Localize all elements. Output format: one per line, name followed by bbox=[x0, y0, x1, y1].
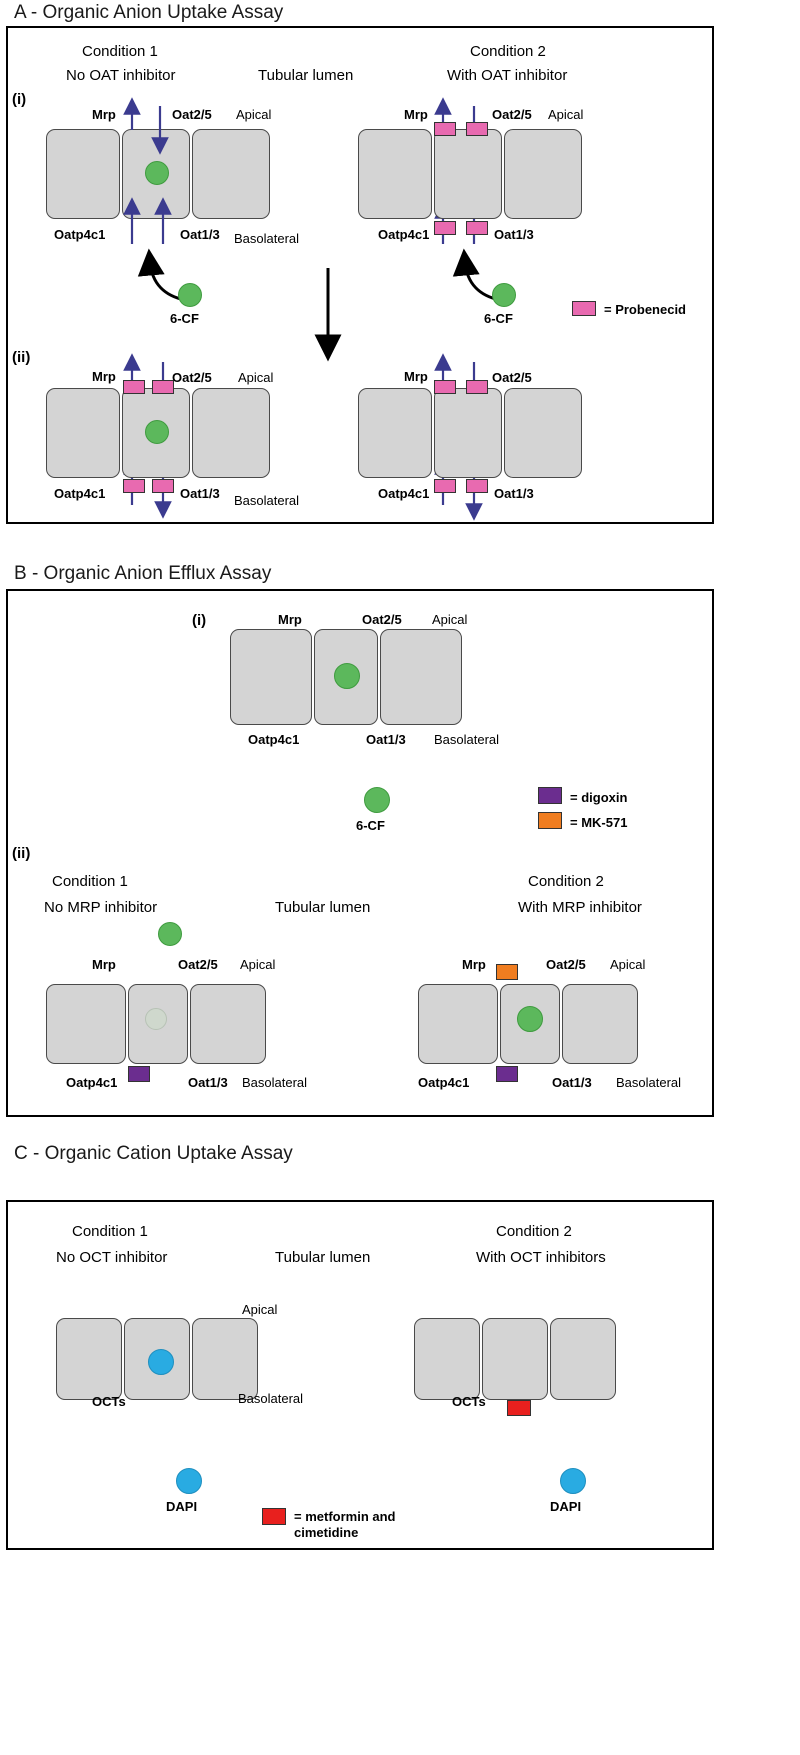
legend-swatch-digoxin bbox=[538, 787, 562, 804]
label-oatp4c1: Oatp4c1 bbox=[378, 227, 430, 242]
panel-c-condition1-sub: No OCT inhibitor bbox=[56, 1249, 168, 1266]
cell bbox=[504, 388, 582, 478]
label-oatp4c1: Oatp4c1 bbox=[54, 227, 106, 242]
cell bbox=[192, 1318, 258, 1400]
panel-a-subpanel-ii: (ii) bbox=[12, 349, 31, 366]
label-apical: Apical bbox=[242, 1302, 278, 1317]
panel-b-condition2-title: Condition 2 bbox=[528, 873, 604, 890]
label-octs: OCTs bbox=[92, 1394, 126, 1409]
dapi-molecule bbox=[560, 1468, 586, 1494]
label-apical: Apical bbox=[548, 107, 584, 122]
label-apical: Apical bbox=[610, 957, 646, 972]
panel-c-lumen-label: Tubular lumen bbox=[275, 1249, 371, 1266]
probenecid-block bbox=[123, 380, 145, 394]
label-basolateral: Basolateral bbox=[434, 732, 500, 747]
cf-molecule-faded bbox=[145, 1008, 167, 1030]
cell bbox=[46, 984, 126, 1064]
label-oat25: Oat2/5 bbox=[178, 957, 218, 972]
label-oatp4c1: Oatp4c1 bbox=[248, 732, 300, 747]
probenecid-block bbox=[123, 479, 145, 493]
label-mrp: Mrp bbox=[404, 369, 428, 384]
label-apical: Apical bbox=[240, 957, 276, 972]
cell bbox=[190, 984, 266, 1064]
cf-molecule bbox=[178, 283, 202, 307]
panel-c-condition2-sub: With OCT inhibitors bbox=[476, 1249, 606, 1266]
label-dapi: DAPI bbox=[166, 1499, 198, 1514]
label-mrp: Mrp bbox=[278, 612, 302, 627]
cell bbox=[230, 629, 312, 725]
legend-label-probenecid: = Probenecid bbox=[604, 302, 686, 317]
label-oat13: Oat1/3 bbox=[494, 227, 534, 242]
label-mrp: Mrp bbox=[92, 957, 116, 972]
probenecid-block bbox=[434, 221, 456, 235]
cell bbox=[418, 984, 498, 1064]
label-oat25: Oat2/5 bbox=[172, 370, 212, 385]
cell bbox=[414, 1318, 480, 1400]
label-cf: 6-CF bbox=[356, 818, 385, 833]
mk571-block bbox=[496, 964, 518, 980]
cell bbox=[192, 388, 270, 478]
label-oatp4c1: Oatp4c1 bbox=[54, 486, 106, 501]
cf-molecule bbox=[158, 922, 182, 946]
panel-a-condition1-title: Condition 1 bbox=[82, 43, 158, 60]
label-oat25: Oat2/5 bbox=[492, 107, 532, 122]
label-basolateral: Basolateral bbox=[238, 1391, 304, 1406]
probenecid-block bbox=[466, 221, 488, 235]
label-oatp4c1: Oatp4c1 bbox=[66, 1075, 118, 1090]
panel-a-condition2-sub: With OAT inhibitor bbox=[447, 67, 568, 84]
dapi-molecule bbox=[176, 1468, 202, 1494]
cell bbox=[434, 129, 502, 219]
panel-c-title: C - Organic Cation Uptake Assay bbox=[14, 1143, 293, 1164]
label-mrp: Mrp bbox=[404, 107, 428, 122]
label-basolateral: Basolateral bbox=[234, 493, 300, 508]
label-oat13: Oat1/3 bbox=[552, 1075, 592, 1090]
cell bbox=[46, 388, 120, 478]
probenecid-block bbox=[466, 479, 488, 493]
label-apical: Apical bbox=[432, 612, 468, 627]
panel-a-condition2-title: Condition 2 bbox=[470, 43, 546, 60]
panel-a-title: A - Organic Anion Uptake Assay bbox=[14, 2, 284, 23]
label-basolateral: Basolateral bbox=[242, 1075, 308, 1090]
cell bbox=[504, 129, 582, 219]
legend-swatch-probenecid bbox=[572, 301, 596, 316]
label-oat25: Oat2/5 bbox=[546, 957, 586, 972]
panel-c-condition2-title: Condition 2 bbox=[496, 1223, 572, 1240]
label-apical: Apical bbox=[236, 107, 272, 122]
cell bbox=[56, 1318, 122, 1400]
cell bbox=[380, 629, 462, 725]
panel-b-subpanel-i: (i) bbox=[192, 612, 207, 629]
label-oat13: Oat1/3 bbox=[366, 732, 406, 747]
label-oatp4c1: Oatp4c1 bbox=[378, 486, 430, 501]
probenecid-block bbox=[434, 122, 456, 136]
probenecid-block bbox=[152, 479, 174, 493]
label-dapi: DAPI bbox=[550, 1499, 582, 1514]
legend-label-mk571: = MK-571 bbox=[570, 815, 628, 830]
label-basolateral: Basolateral bbox=[616, 1075, 682, 1090]
panel-b-subpanel-ii: (ii) bbox=[12, 845, 31, 862]
cell bbox=[358, 129, 432, 219]
panel-b-lumen-label: Tubular lumen bbox=[275, 899, 371, 916]
label-apical: Apical bbox=[238, 370, 274, 385]
label-mrp: Mrp bbox=[92, 369, 116, 384]
digoxin-block bbox=[128, 1066, 150, 1082]
label-octs: OCTs bbox=[452, 1394, 486, 1409]
dapi-molecule bbox=[148, 1349, 174, 1375]
label-cf: 6-CF bbox=[170, 311, 199, 326]
label-oat25: Oat2/5 bbox=[362, 612, 402, 627]
cell bbox=[562, 984, 638, 1064]
cf-molecule bbox=[334, 663, 360, 689]
cell bbox=[358, 388, 432, 478]
panel-c-condition1-title: Condition 1 bbox=[72, 1223, 148, 1240]
label-basolateral: Basolateral bbox=[234, 231, 300, 246]
label-cf: 6-CF bbox=[484, 311, 513, 326]
label-oat25: Oat2/5 bbox=[172, 107, 212, 122]
metformin-block bbox=[507, 1400, 531, 1416]
legend-swatch-mk571 bbox=[538, 812, 562, 829]
legend-label-digoxin: = digoxin bbox=[570, 790, 628, 805]
probenecid-block bbox=[434, 380, 456, 394]
legend-label-metformin: = metformin and cimetidine bbox=[294, 1509, 396, 1541]
digoxin-block bbox=[496, 1066, 518, 1082]
panel-b-condition1-sub: No MRP inhibitor bbox=[44, 899, 158, 916]
probenecid-block bbox=[434, 479, 456, 493]
legend-swatch-metformin bbox=[262, 1508, 286, 1525]
cf-molecule bbox=[492, 283, 516, 307]
panel-b-title: B - Organic Anion Efflux Assay bbox=[14, 563, 272, 584]
probenecid-block bbox=[466, 122, 488, 136]
label-oat25: Oat2/5 bbox=[492, 370, 532, 385]
label-mrp: Mrp bbox=[462, 957, 486, 972]
probenecid-block bbox=[466, 380, 488, 394]
cf-molecule bbox=[145, 420, 169, 444]
label-oatp4c1: Oatp4c1 bbox=[418, 1075, 470, 1090]
panel-b-condition1-title: Condition 1 bbox=[52, 873, 128, 890]
label-oat13: Oat1/3 bbox=[188, 1075, 228, 1090]
cell bbox=[550, 1318, 616, 1400]
panel-a-lumen-label: Tubular lumen bbox=[258, 67, 354, 84]
panel-a-condition1-sub: No OAT inhibitor bbox=[66, 67, 176, 84]
probenecid-block bbox=[152, 380, 174, 394]
label-oat13: Oat1/3 bbox=[180, 227, 220, 242]
cf-molecule bbox=[364, 787, 390, 813]
cell bbox=[482, 1318, 548, 1400]
label-oat13: Oat1/3 bbox=[494, 486, 534, 501]
cell bbox=[434, 388, 502, 478]
label-mrp: Mrp bbox=[92, 107, 116, 122]
panel-a-subpanel-i: (i) bbox=[12, 91, 27, 108]
panel-b-condition2-sub: With MRP inhibitor bbox=[518, 899, 642, 916]
cf-molecule bbox=[517, 1006, 543, 1032]
label-oat13: Oat1/3 bbox=[180, 486, 220, 501]
